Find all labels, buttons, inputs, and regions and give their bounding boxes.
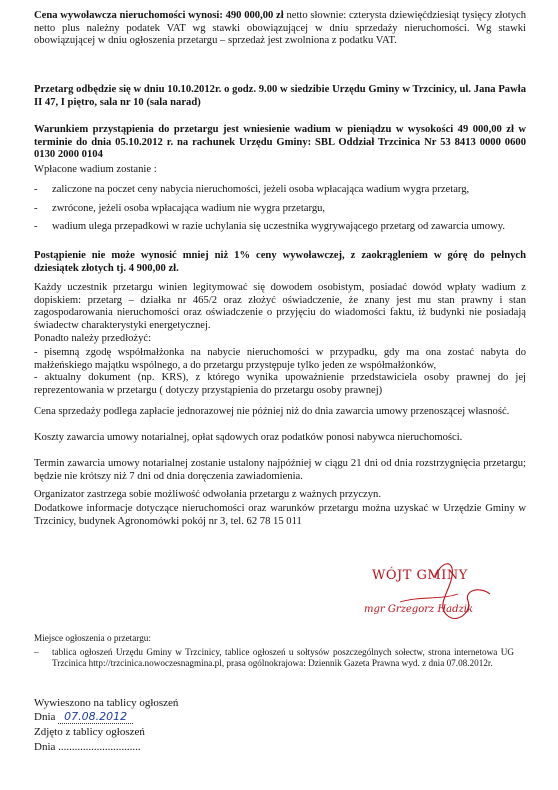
notary-term-paragraph: Termin zawarcia umowy notarialnej zostanie ustalony najpóźniej w ciągu 21 dni od dnia rozstrzygnięcia przetargu; będzie nie krótszy niż 7 dni od dnia doręczenia zawiadomienia. [34, 458, 526, 482]
contact-paragraph: Dodatkowe informacje dotyczące nieruchomości oraz warunków przetargu można uzyskać w Urzędzie Gminy w Trzcinicy, budynek Agronomówki pokój nr 3, tel. 62 78 15 011 [34, 503, 526, 527]
deposit-condition-paragraph: Warunkiem przystąpienia do przetargu jest wniesienie wadium w pieniądzu w wysokości 49 000,00 zł w terminie do dnia 05.10.2012 r. na rachunek Urzędu Gminy: SBL Oddział Trzcinica Nr 53 8413 0000 0600 0130 2000 0104 [34, 124, 526, 161]
deposit-list-item [34, 221, 526, 234]
removed-label: Zdjęto z tablicy ogłoszeń [34, 726, 145, 738]
posted-date-line [34, 711, 294, 724]
payment-paragraph: Cena sprzedaży podlega zapłacie jednorazowej nie później niż do dnia zawarcia umowy przenoszącej własność. [34, 406, 510, 417]
starting-price-bold: Cena wywoławcza nieruchomości wynosi: 490 000,00 zł [34, 10, 284, 21]
deposit-list-item-text: zaliczone na poczet ceny nabycia nieruchomości, jeżeli osoba wpłacająca wadium wygra przetarg, [52, 184, 470, 195]
deposit-list-item-text: zwrócone, jeżeli osoba wpłacająca wadium nie wygra przetargu, [52, 203, 326, 214]
deposit-list-item-text: wadium ulega przepadkowi w razie uchylania się uczestnika wygrywającego przetarg od zawarcia umowy. [52, 221, 505, 232]
mayor-stamp-title: WÓJT GMINY [372, 568, 468, 583]
dash-marker: - [34, 184, 38, 195]
removed-date-dots: .............................. [58, 741, 141, 753]
additional-docs-heading: Ponadto należy przedłożyć: [34, 333, 152, 344]
mayor-stamp-name: mgr Grzegorz Hadzik [364, 604, 474, 615]
posted-date-value: 07.08.2012 [58, 710, 133, 724]
dash-marker: – [34, 647, 39, 657]
notice-place-list [34, 647, 514, 669]
cancellation-paragraph: Organizator zastrzega sobie możliwość odwołania przetargu z ważnych przyczyn. [34, 489, 381, 500]
costs-paragraph: Koszty zawarcia umowy notarialnej, opłat sądowych oraz podatków ponosi nabywca nieruchomości. [34, 432, 463, 443]
starting-price-rest: netto słownie: czterysta dziewięćdziesiąt tysięcy złotych netto plus należny podatek VAT wg stawki obowiązującej w dniu sprzedaży nieruchomości. Wg stawki obowiązującej w dniu ogłoszenia przetargu – sprzedaż jest zwolniona z podatku VAT. [34, 10, 526, 47]
increment-paragraph: Postąpienie nie może wynosić mniej niż 1% ceny wywoławczej, z zaokrągleniem w górę do pełnych dziesiątek złotych tj. 4 900,00 zł. [34, 250, 526, 274]
deposit-list-item [34, 184, 526, 197]
tender-date-paragraph: Przetarg odbędzie się w dniu 10.10.2012r. o godz. 9.00 w siedzibie Urzędu Gminy w Trzcinicy, ul. Jana Pawła II 47, I piętro, sala nr 10 (sala narad) [34, 84, 526, 108]
posted-date-label: Dnia [34, 711, 56, 723]
deposit-list [34, 203, 526, 216]
removed-date-line [34, 741, 294, 754]
deposit-list-item [34, 203, 526, 216]
starting-price-paragraph [34, 10, 526, 48]
deposit-heading: Wpłacone wadium zostanie : [34, 164, 157, 175]
deposit-list [34, 184, 526, 197]
krs-document-paragraph: - aktualny dokument (np. KRS), z którego wynika upoważnienie przedstawiciela osoby prawnej do jej reprezentowania w przetargu ( dotyczy przystąpienia do przetargu osoby prawnej) [34, 372, 526, 396]
deposit-list [34, 221, 526, 234]
participant-paragraph: Każdy uczestnik przetargu winien legitymować się dowodem osobistym, posiadać dowód wpłaty wadium z dopiskiem: przetarg – działka nr 465/2 oraz złożyć oświadczenie, że znany jest mu stan prawny i stan zagospodarowania nieruchomości oraz oświadczenie o przyjęciu do wiadomości faktu, iż budynki nie posiadają świadectw charakterystyki energetycznej. [34, 282, 526, 331]
notice-place-item [34, 647, 514, 669]
dash-marker: - [34, 221, 38, 232]
signature-scribble [340, 556, 530, 636]
removed-date-label: Dnia [34, 741, 56, 753]
dash-marker: - [34, 203, 38, 214]
spouse-consent-paragraph: - pisemną zgodę współmałżonka na nabycie nieruchomości w przypadku, gdy ma ona zostać nabyta do małżeńskiego majątku wspólnego, a do przetargu przystępuje tylko jeden ze współmałżonków, [34, 347, 526, 371]
posted-label: Wywieszono na tablicy ogłoszeń [34, 697, 179, 709]
notice-place-label: Miejsce ogłoszenia o przetargu: [34, 633, 151, 643]
notice-place-text: tablica ogłoszeń Urzędu Gminy w Trzcinicy, tablice ogłoszeń u sołtysów poszczególnych sołectw, strona internetowa UG Trzcinica http://trzcinica.nowoczesnagmina.pl, prasa ogólnokrajowa: Dziennik Gazeta Prawna wyd. z dnia 07.08.2012r. [52, 647, 514, 669]
